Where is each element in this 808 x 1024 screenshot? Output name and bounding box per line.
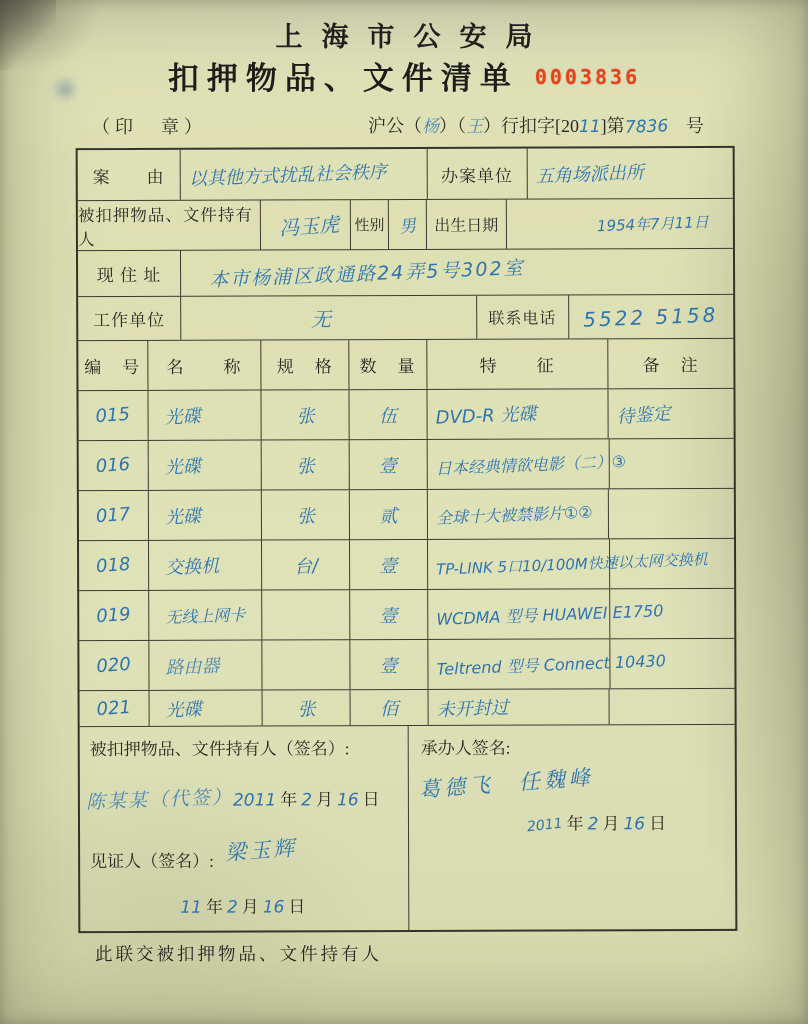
item-no-cell [79,441,149,490]
birth-handwriting: 1954年7月11日 [596,212,709,236]
item-spec-cell [263,690,351,725]
item-row-018 [79,539,734,591]
item-name-handwriting: 光碟 [165,698,202,721]
address-row [78,249,733,297]
month-label: 月 [602,814,620,834]
item-spec-handwriting: 张 [295,455,315,478]
item-name-cell [149,491,263,540]
item-qty-cell [350,440,428,489]
item-no-cell [78,391,148,440]
officer-date-day-hw: 16 [623,814,646,835]
officer-date-month-hw: 2 [587,814,599,835]
docno-print: ]第 [600,116,625,136]
officer-signature-label: 承办人签名: [420,738,511,758]
work-unit-handwriting: 无 [310,307,331,332]
item-name-handwriting: 交换机 [164,555,220,579]
address-label: 现 住 址 [78,251,181,296]
item-feature-cell [428,539,708,589]
item-no-handwriting: 020 [95,653,132,678]
holder-signature-label: 被扣押物品、文件持有人（签名）: [89,739,350,760]
witness-date-month-hw: 2 [226,897,238,918]
item-note-handwriting: 待鉴定 [616,402,672,428]
col-header-feature: 特 征 [427,339,609,389]
seal-placeholder: （印 章） [92,117,207,137]
item-spec-cell [263,640,351,689]
item-name-handwriting: 光碟 [164,505,202,528]
case-value-cell [180,149,427,200]
col-header-note: 备 注 [642,355,700,376]
case-row [78,148,733,201]
item-no-cell [79,491,149,540]
holder-value-cell [261,200,351,249]
item-name-handwriting: 无线上网卡 [164,605,246,628]
gender-label: 性别 [351,200,389,249]
holder-signature-line [86,784,384,812]
item-no-handwriting: 018 [95,553,132,578]
item-feature-handwriting: Teltrend 型号 Connect 10430 [435,651,666,679]
item-row-015 [78,389,733,441]
birth-value-cell [507,199,733,249]
form-table [76,146,738,933]
item-feature-handwriting: DVD-R 光碟 [435,403,537,429]
birth-label: 出生日期 [427,200,507,249]
org-title: 上海市公安局 [275,22,552,52]
item-row-016 [79,439,734,491]
witness-date-day-hw: 16 [262,897,285,918]
item-spec-cell [262,540,350,589]
item-qty-cell [350,540,428,589]
holder-name-handwriting: 冯玉虎 [278,212,341,241]
phone-label: 联系电话 [477,295,569,338]
item-spec-handwriting: 张 [296,405,315,428]
item-qty-cell [350,640,428,689]
item-feature-cell [428,639,666,689]
holder-date-month-hw: 2 [301,790,313,811]
col-header-qty: 数 量 [349,340,427,389]
item-note-cell [610,689,735,724]
handling-unit-label: 办案单位 [428,149,528,199]
item-feature-handwriting: 未开封过 [436,696,509,721]
item-no-handwriting: 019 [95,603,132,628]
year-label: 年 [566,814,584,834]
item-spec-handwriting: 张 [297,698,316,721]
item-feature-cell [427,389,609,439]
item-spec-cell [262,490,350,539]
item-qty-handwriting: 佰 [380,698,399,720]
items-header-row [78,339,733,391]
item-row-021 [80,689,735,727]
item-feature-cell [428,489,610,539]
item-name-cell [149,541,263,590]
item-no-handwriting: 016 [95,453,131,478]
address-handwriting: 本市杨浦区政通路24弄5号302室 [208,257,525,292]
item-feature-handwriting: 日本经典情欲电影（二）③ [434,451,626,479]
holder-signature-area [80,726,410,931]
witness-signature-handwriting: 梁玉辉 [224,835,298,866]
witness-date-year-hw: 11 [180,897,202,918]
item-qty-cell [350,590,428,639]
officer-date-year-hw: 2011 [526,815,564,836]
col-header-no: 编 号 [78,341,148,390]
serial-number-stamp: 0003836 [534,65,641,89]
gender-value-cell [389,200,427,249]
day-label: 日 [288,897,306,917]
item-name-handwriting: 路由器 [164,655,220,679]
item-qty-handwriting: 壹 [379,655,398,677]
holder-date-year-hw: 2011 [232,790,277,811]
item-no-handwriting: 015 [95,403,131,428]
year-label: 年 [280,790,298,810]
docno-number-handwriting: 7836 [624,116,669,138]
signature-section [80,725,736,931]
doc-number-line [368,112,704,138]
item-feature-cell [428,689,610,725]
witness-signature-label: 见证人（签名）: [90,851,214,872]
work-unit-label: 工作单位 [78,297,181,340]
day-label: 日 [649,814,667,834]
item-feature-handwriting: WCDMA 型号 HUAWEI E1750 [435,601,664,629]
case-label: 案 由 [78,150,181,200]
item-qty-handwriting: 贰 [379,505,398,527]
holder-label: 被扣押物品、文件持有人 [78,201,262,251]
phone-value-cell [569,295,734,339]
holder-row [78,199,733,251]
docno-print: ）行扣字[20 [483,116,579,136]
item-no-cell [79,541,149,590]
handling-unit-value-cell [527,148,733,199]
item-note-cell [609,439,734,488]
item-row-017 [79,489,734,541]
case-value-handwriting: 以其他方式扰乱社会秩序 [188,161,387,191]
item-qty-handwriting: 壹 [379,605,398,627]
year-label: 年 [205,897,223,917]
day-label: 日 [362,790,380,810]
item-feature-cell [428,589,664,639]
item-note-cell [609,389,734,438]
item-name-cell [149,641,263,690]
item-name-cell [148,441,262,490]
item-name-handwriting: 光碟 [164,405,201,428]
item-spec-cell [262,390,350,439]
item-spec-handwriting: 台∕ [292,554,319,578]
holder-signature-handwriting: 陈某某（代签） [85,786,234,814]
item-feature-cell [427,439,626,489]
item-row-020 [79,639,734,691]
col-header-spec: 规 格 [262,340,350,389]
item-name-cell [148,391,262,440]
docno-unit2-handwriting: 王 [466,117,483,137]
item-note-cell [609,489,734,538]
doc-title: 扣押物品、文件清单 [167,61,519,96]
item-no-cell [79,591,149,640]
address-value-cell [181,249,733,296]
gender-handwriting: 男 [398,216,418,238]
item-qty-cell [350,390,428,439]
docno-print: 沪公（ [368,116,422,136]
doc-title-row [0,53,808,98]
officer-date-line [527,809,670,834]
witness-date-line [180,892,309,917]
item-qty-handwriting: 壹 [378,455,397,477]
item-qty-handwriting: 壹 [379,555,398,577]
month-label: 月 [241,897,259,917]
item-spec-handwriting: 张 [296,505,316,528]
docno-print: 号 [667,116,704,136]
officer-signature-area [409,725,736,930]
month-label: 月 [315,790,334,810]
item-row-019 [79,589,734,641]
phone-handwriting: 5522 5158 [582,302,719,332]
docno-year-handwriting: 11 [579,117,601,137]
item-qty-cell [350,490,428,539]
col-header-name: 名 称 [148,341,262,390]
item-no-handwriting: 017 [95,503,132,528]
docno-unit1-handwriting: 杨 [421,116,440,138]
item-qty-cell [351,690,429,725]
docno-print: ）（ [439,116,466,136]
item-feature-handwriting: 全球十大被禁影片①② [435,502,593,528]
item-spec-cell [262,590,350,639]
footer-copy-note: 此联交被扣押物品、文件持有人 [95,944,382,964]
item-name-handwriting: 光碟 [164,455,201,478]
item-name-cell [149,691,263,726]
work-row [78,295,733,341]
item-no-handwriting: 021 [96,696,132,721]
item-feature-handwriting: TP-LINK 5口10/100M快速以太网交换机 [435,550,708,579]
item-name-cell [149,591,263,640]
item-no-cell [79,641,149,690]
item-qty-handwriting: 伍 [379,405,398,427]
item-no-cell [80,691,150,726]
officer-signature-handwriting: 葛德飞 任魏峰 [418,765,595,803]
handling-unit-handwriting: 五角场派出所 [535,162,644,188]
work-unit-value-cell [181,296,477,340]
item-spec-cell [262,440,350,489]
holder-date-day-hw: 16 [336,790,359,811]
